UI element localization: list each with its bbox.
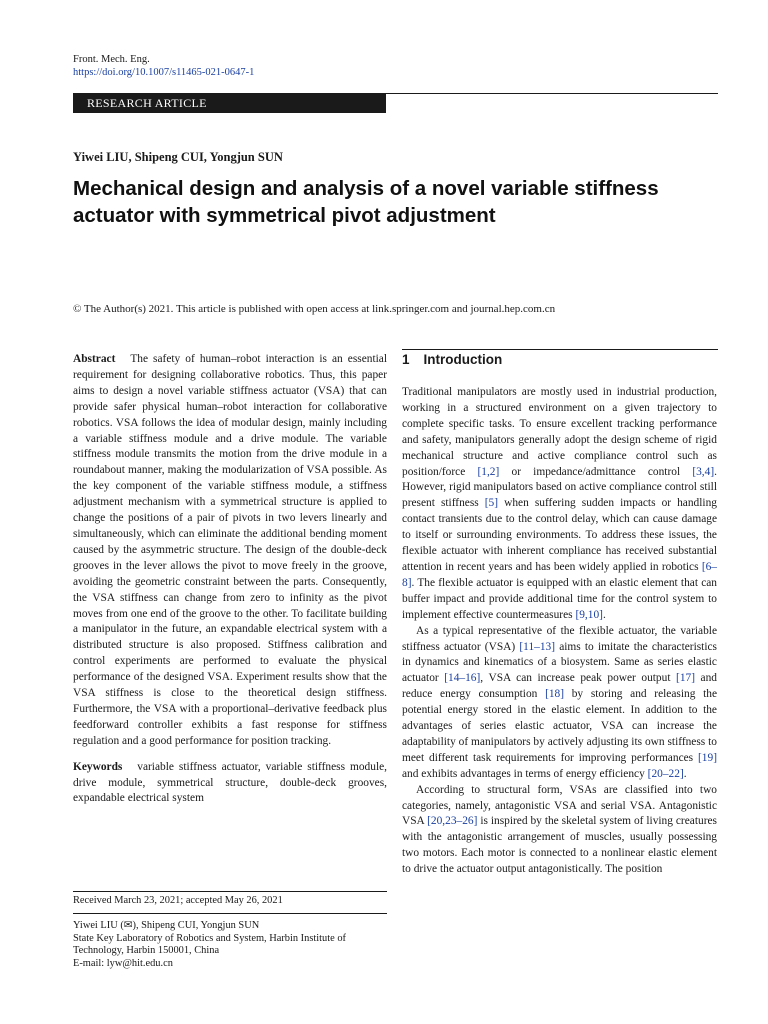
author-list: Yiwei LIU, Shipeng CUI, Yongjun SUN — [73, 150, 283, 164]
section-rule — [402, 349, 718, 350]
article-type-banner: RESEARCH ARTICLE — [73, 93, 386, 113]
citation-link[interactable]: [20,23–26] — [427, 815, 478, 828]
intro-text: , VSA can increase peak power output — [480, 672, 677, 685]
intro-text: is inspired by the skeletal system of living creatures with the antagonistic arrangement of muscles, usually possessing two motors. Each motor is connected to a nonlinear elastic element to drive the actuator output antagonistically. The position — [402, 815, 717, 876]
affiliation-lab: State Key Laboratory of Robotics and System, Harbin Institute of Technology, Harbin 150001, China — [73, 932, 346, 957]
citation-link[interactable]: [6–8] — [402, 560, 717, 589]
received-rule-bottom — [73, 913, 387, 914]
intro-text: or impedance/admittance control — [499, 465, 693, 478]
citation-link[interactable]: [19] — [698, 751, 717, 764]
intro-text: and exhibits advantages in terms of energy efficiency — [402, 767, 648, 780]
section-heading — [402, 352, 502, 367]
intro-text: when suffering sudden impacts or handling contact transients due to the control delay, which can cause damage to itself or surrounding environments. To address these issues, the flexible actuator with inherent compliance has received substantial attention in recent years and has been widely applied in robotics — [402, 497, 717, 573]
intro-text: . — [602, 608, 606, 621]
received-dates: Received March 23, 2021; accepted May 26, 2021 — [73, 895, 283, 906]
citation-link[interactable]: [9,10] — [575, 608, 603, 621]
article-title: Mechanical design and analysis of a novel variable stiffness actuator with symmetrical pivot adjustment — [73, 177, 659, 227]
intro-text: . The flexible actuator is equipped with an elastic element that can buffer impact and provide additional time for the control system to implement effective countermeasures — [402, 576, 717, 621]
citation-link[interactable]: [3,4] — [692, 465, 715, 478]
citation-link[interactable]: [17] — [676, 672, 696, 685]
intro-text: and reduce energy consumption — [402, 672, 717, 701]
affiliation-authors: Yiwei LIU (✉), Shipeng CUI, Yongjun SUN — [73, 920, 260, 931]
keywords-text: variable stiffness actuator, variable stiffness module, drive module, symmetrical structure, double-deck grooves, expandable electrical system — [73, 760, 388, 805]
received-rule-top — [73, 891, 387, 892]
citation-link[interactable]: [14–16] — [444, 672, 481, 685]
citation-link[interactable]: [18] — [545, 688, 565, 701]
citation-link[interactable]: [20–22] — [647, 767, 684, 780]
citation-link[interactable]: [1,2] — [477, 465, 500, 478]
intro-text: . — [683, 767, 687, 780]
left-column — [73, 352, 387, 807]
right-column — [402, 385, 717, 878]
intro-paragraph-2 — [402, 624, 717, 783]
affiliation-block — [73, 920, 387, 970]
keywords — [73, 760, 387, 808]
doi-link[interactable]: https://doi.org/10.1007/s11465-021-0647-1 — [73, 67, 255, 78]
intro-text: by storing and releasing the potential energy stored in the elastic element. In addition to the advantages of series elastic actuator, VSA can increase the adaptability of manipulators by actively adjusting its own stiffness to meet different task requirements for improving performances — [402, 688, 718, 764]
section-title: Introduction — [423, 352, 503, 367]
copyright-notice: © The Author(s) 2021. This article is published with open access at link.springer.com and journal.hep.com.cn — [73, 303, 556, 315]
intro-text: aims to imitate the characteristics in dynamics and kinematics of a biosystem. Same as series elastic actuator — [402, 640, 717, 685]
intro-text: . However, rigid manipulators based on active compliance control still present stiffness — [402, 465, 717, 510]
intro-text: According to structural form, VSAs are classified into two categories, namely, antagonistic VSA and serial VSA. Antagonistic VSA — [402, 783, 717, 828]
intro-text: As a typical representative of the flexible actuator, the variable stiffness actuator (VSA) — [402, 624, 717, 653]
keywords-label: Keywords — [73, 760, 123, 773]
abstract-label: Abstract — [73, 353, 116, 365]
journal-header — [73, 53, 254, 79]
journal-name: Front. Mech. Eng. — [73, 54, 150, 65]
citation-link[interactable]: [5] — [484, 497, 499, 510]
abstract — [73, 352, 387, 750]
affiliation-email[interactable]: E-mail: lyw@hit.edu.cn — [73, 957, 173, 969]
citation-link[interactable]: [11–13] — [519, 640, 556, 653]
section-number: 1 — [402, 352, 410, 367]
intro-text: Traditional manipulators are mostly used in industrial production, working in a structured environment on a given trajectory to complete specific tasks. To ensure excellent tracking performance and safety, manipulators generally adopt the design scheme of rigid mechanical structure and active compliance control such as position/force — [402, 386, 717, 478]
intro-paragraph-3 — [402, 783, 717, 878]
abstract-text: The safety of human–robot interaction is an essential requirement for designing collaborative robotics. Thus, this paper aims to design a novel variable stiffness actuator (VSA) that can provide safer physical human–robot interaction for collaborative robotics. VSA follows the idea of modular design, mainly including a variable stiffness module and a drive module. The variable stiffness module transmits the motion from the drive module in a roundabout manner, making the modularization of VSA possible. As the key component of the variable stiffness module, a stiffness adjustment mechanism with a symmetrical structure is applied to change the positions of a pair of pivots in two levers linearly and simultaneously, which can eliminate the additional bending moment caused by the asymmetric structure. The design of the double-deck grooves in the lever allows the pivot to move freely in the groove, avoiding the geometric constraint between the parts. Consequently, the VSA stiffness can change from zero to infinity as the pivot moves from one end of the groove to the other. To facilitate building a manipulator in the future, an expandable electrical system with a distributed structure is also proposed. Stiffness calibration and control experiments are performed to evaluate the physical performance of the designed VSA. Experiment results show that the VSA stiffness is close to the theoretical design stiffness. Furthermore, the VSA with a proportional–derivative feedback plus feedforward controller exhibits a fast response for stiffness regulation and a good performance for position tracking. — [73, 353, 387, 747]
intro-paragraph-1 — [402, 385, 717, 624]
